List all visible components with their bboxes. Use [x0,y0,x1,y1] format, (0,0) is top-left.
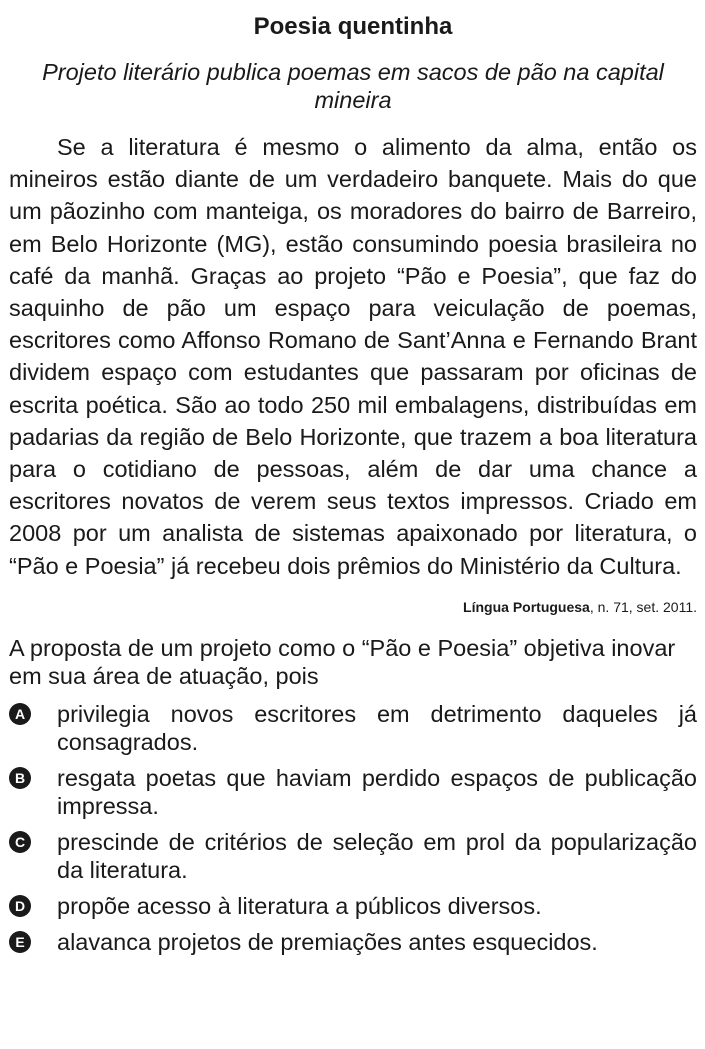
option-c-letter-badge: C [9,831,31,853]
option-a-text: privilegia novos escritores em detrimento daqueles já consagrados. [57,700,697,755]
answer-options [9,700,697,956]
option-d-text: propõe acesso à literatura a públicos diversos. [57,892,542,919]
option-d-letter-badge: D [9,895,31,917]
option-d[interactable] [9,892,697,920]
option-c[interactable] [9,828,697,884]
option-e-text: alavanca projetos de premiações antes esquecidos. [57,928,598,955]
option-b[interactable] [9,764,697,820]
source-detail: , n. 71, set. 2011. [589,598,697,615]
article-source [9,598,697,616]
article-subtitle: Projeto literário publica poemas em sacos de pão na capital mineira [42,59,664,113]
article-title: Poesia quentinha [253,13,453,40]
article-body: Se a literatura é mesmo o alimento da alma, então os mineiros estão diante de um verdadeiro banquete. Mais do que um pãozinho com manteiga, os moradores do bairro de Barreiro, em Belo Horizonte (MG), estão consumindo poesia brasileira no café da manhã. Graças ao projeto “Pão e Poesia”, que faz do saquinho de pão um espaço para veiculação de poemas, escritores como Affonso Romano de Sant’Anna e Fernando Brant dividem espaço com estudantes que passaram por oficinas de escrita poética. São ao todo 250 mil embalagens, distribuídas em padarias da região de Belo Horizonte, que trazem a boa literatura para o cotidiano de pessoas, além de dar uma chance a escritores novatos de verem seus textos impressos. Criado em 2008 por um analista de sistemas apaixonado por literatura, o “Pão e Poesia” já recebeu dois prêmios do Ministério da Cultura. [9,134,697,579]
option-e-letter-badge: E [9,931,31,953]
option-e[interactable] [9,928,697,956]
option-a-letter-badge: A [9,703,31,725]
option-b-letter-badge: B [9,767,31,789]
option-a[interactable] [9,700,697,756]
source-title: Língua Portuguesa [463,598,590,615]
option-c-text: prescinde de critérios de seleção em prol da popularização da literatura. [57,828,697,883]
document-page [9,0,697,964]
question-prompt: A proposta de um projeto como o “Pão e Poesia” objetiva inovar em sua área de atuação, pois [9,634,676,689]
option-b-text: resgata poetas que haviam perdido espaços de publicação impressa. [57,764,697,819]
